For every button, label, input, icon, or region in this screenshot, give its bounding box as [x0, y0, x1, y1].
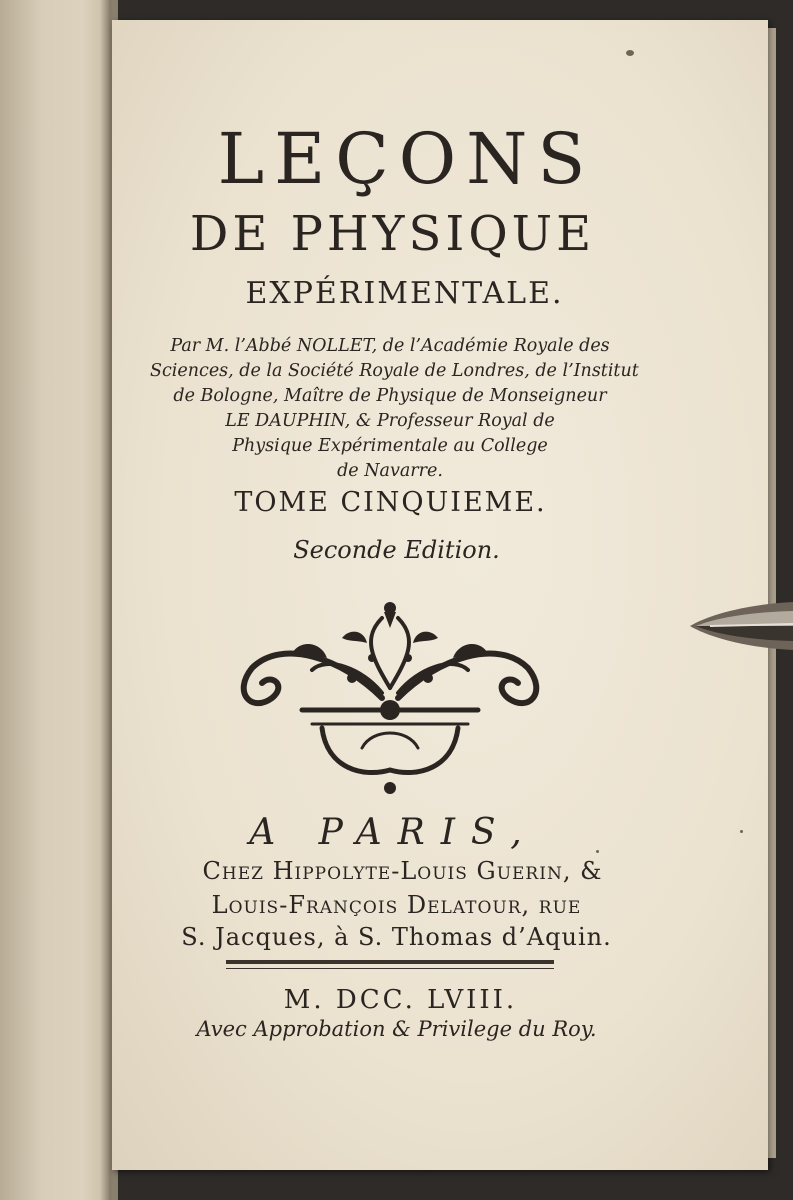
- imprint-city: A PARIS,: [249, 812, 538, 853]
- double-rule-top: [226, 960, 554, 964]
- publisher-line: Chez Hippolyte-Louis Guerin, &: [202, 857, 603, 885]
- floral-basket-ornament-icon: [232, 598, 548, 798]
- publisher-address-line: S. Jacques, à S. Thomas d’Aquin.: [181, 923, 612, 951]
- double-rule-bottom: [226, 968, 554, 969]
- edition-statement: Seconde Edition.: [293, 536, 500, 564]
- paper-spot: [626, 50, 634, 56]
- title-line-2: DE PHYSIQUE: [189, 206, 596, 262]
- volume-statement: TOME CINQUIEME.: [234, 487, 547, 518]
- author-line: LE DAUPHIN, & Professeur Royal de: [225, 411, 555, 431]
- title-line-1: LEÇONS: [217, 118, 596, 200]
- imprint-date: M. DCC. LVIII.: [283, 985, 518, 1015]
- title-line-3: EXPÉRIMENTALE.: [245, 276, 564, 311]
- author-line: de Bologne, Maître de Physique de Monseigneur: [173, 386, 607, 406]
- publisher-line: Louis-François Delatour, rue: [211, 891, 582, 919]
- author-line: Physique Expérimentale au College: [232, 436, 548, 456]
- author-line: Sciences, de la Société Royale de Londres, de l’Institut: [150, 361, 639, 381]
- author-statement: [150, 334, 639, 484]
- author-line: Par M. l’Abbé NOLLET, de l’Académie Royale des: [170, 336, 610, 356]
- author-line: de Navarre.: [337, 461, 443, 481]
- approbation-line: Avec Approbation & Privilege du Roy.: [196, 1017, 597, 1041]
- metal-bookmark-icon: [690, 596, 793, 656]
